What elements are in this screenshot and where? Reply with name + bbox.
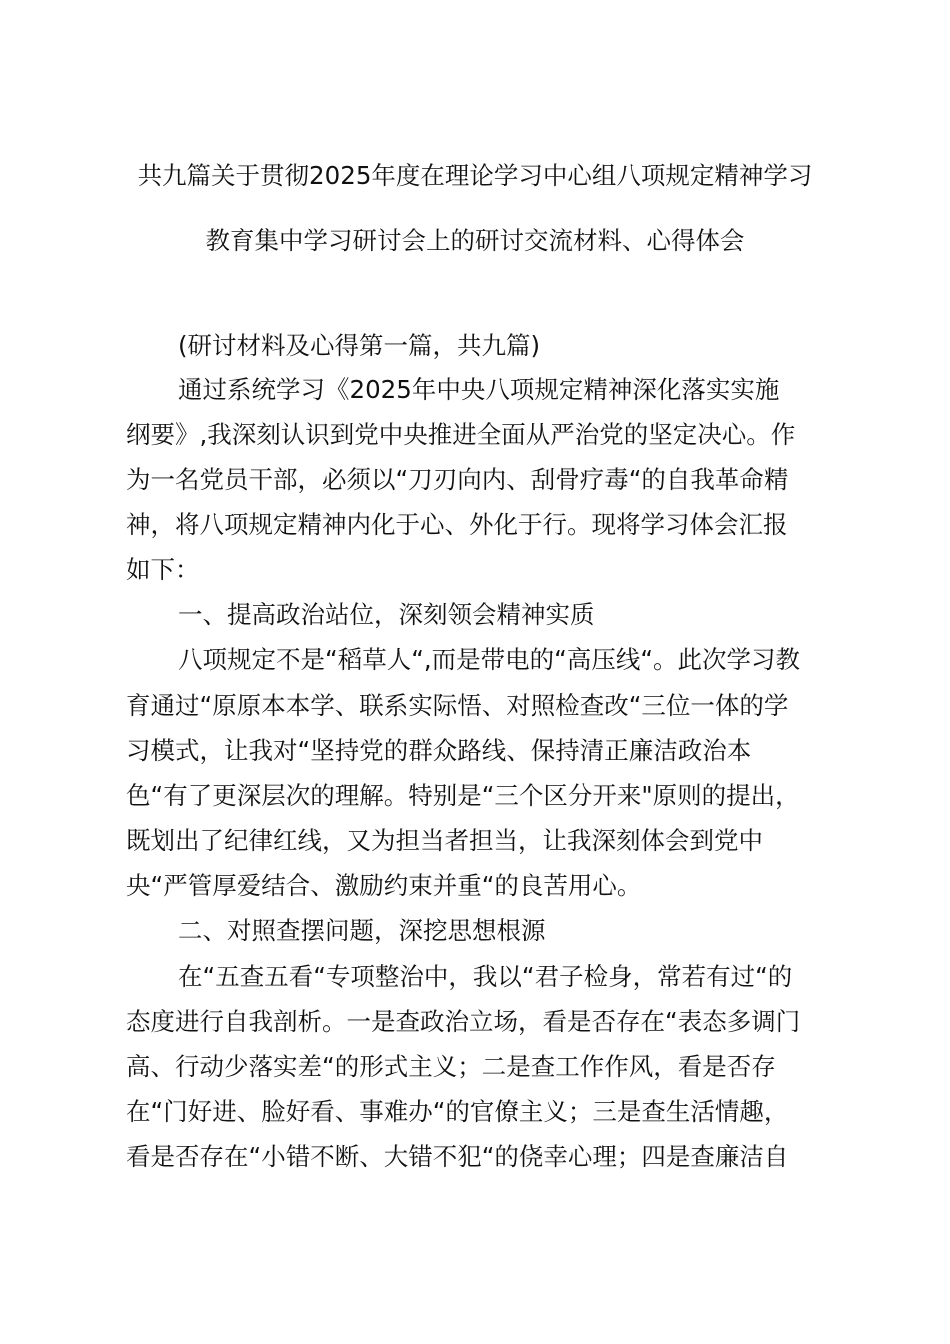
title-line-1: 共九篇关于贯彻2025年度在理论学习中心组八项规定精神学习 [137,161,813,190]
paragraph-line: 看是否存在“小错不断、大错不犯“的侥幸心理；四是查廉洁自 [126,1142,789,1171]
article-meta: (研讨材料及心得第一篇，共九篇) [178,331,541,360]
paragraph-line: 央“严管厚爱结合、激励约束并重“的良苦用心。 [126,871,642,900]
paragraph-line: 为一名党员干部，必须以“刀刃向内、刮骨疗毒“的自我革命精 [126,465,789,494]
paragraph-line: 八项规定不是“稻草人“,而是带电的“高压线“。此次学习教 [178,645,801,674]
section-heading: 二、对照查摆问题，深挖思想根源 [178,916,546,945]
paragraph-line: 育通过“原原本本学、联系实际悟、对照检查改“三位一体的学 [126,691,789,720]
paragraph-line: 在“门好进、脸好看、事难办“的官僚主义；三是查生活情趣， [126,1097,789,1126]
title-line-2: 教育集中学习研讨会上的研讨交流材料、心得体会 [205,226,745,255]
paragraph-line: 高、行动少落实差“的形式主义；二是查工作作风，看是否存 [126,1052,776,1081]
paragraph-line: 态度进行自我剖析。一是查政治立场，看是否存在“表态多调门 [126,1007,801,1036]
paragraph-line: 神，将八项规定精神内化于心、外化于行。现将学习体会汇报 [126,510,788,539]
section-heading: 一、提高政治站位，深刻领会精神实质 [178,600,595,629]
paragraph-line: 如下： [126,555,200,584]
paragraph-line: 既划出了纪律红线，又为担当者担当，让我深刻体会到党中 [126,826,763,855]
paragraph-line: 习模式，让我对“坚持党的群众路线、保持清正廉洁政治本 [126,736,752,765]
paragraph-line: 通过系统学习《2025年中央八项规定精神深化落实实施 [178,375,780,404]
document-title [100,156,850,261]
paragraph-line: 纲要》,我深刻认识到党中央推进全面从严治党的坚定决心。作 [126,420,796,449]
paragraph-line: 色“有了更深层次的理解。特别是“三个区分开来"原则的提出， [126,781,800,810]
paragraph-line: 在“五查五看“专项整治中，我以“君子检身，常若有过“的 [178,962,793,991]
